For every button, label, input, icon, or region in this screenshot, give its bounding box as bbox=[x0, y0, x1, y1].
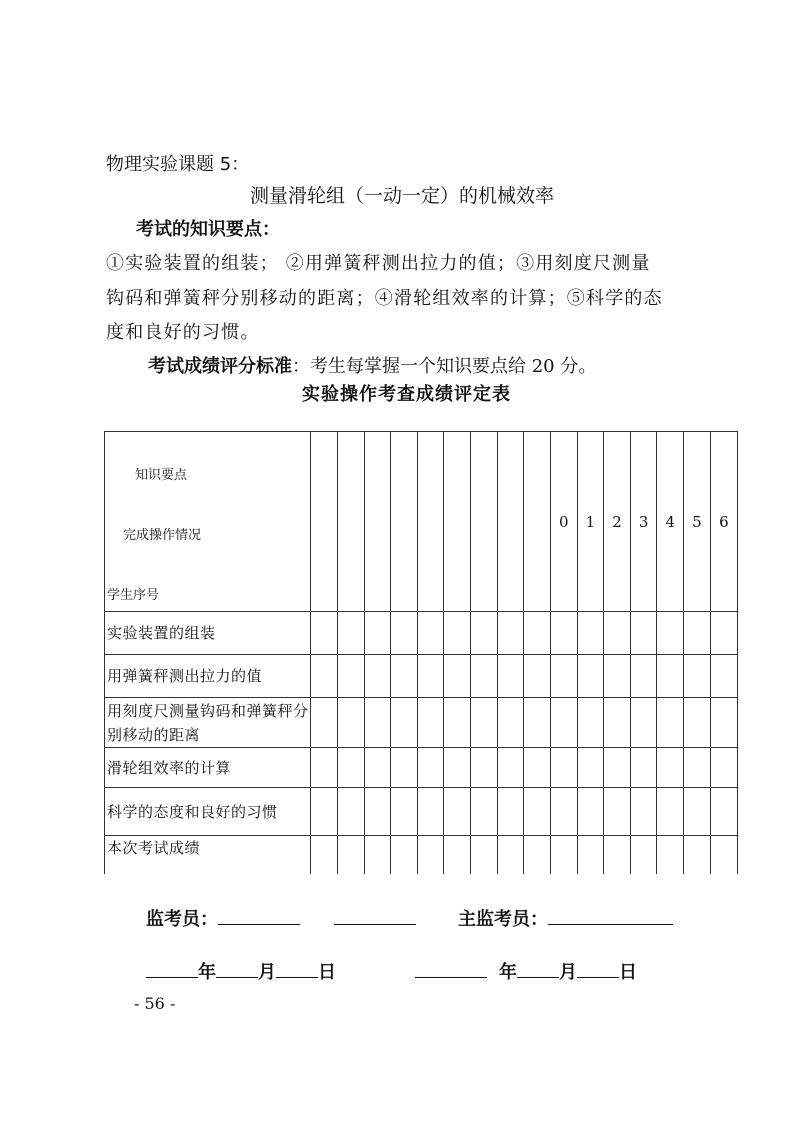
empty-cell bbox=[337, 432, 364, 612]
table-row bbox=[105, 698, 738, 748]
scoring-standard bbox=[148, 352, 596, 378]
header-student-label: 学生序号 bbox=[107, 588, 160, 603]
invigilator-label: 监考员： bbox=[146, 909, 218, 930]
chief-invigilator-label: 主监考员： bbox=[458, 909, 548, 930]
student-number: 6 bbox=[710, 432, 737, 612]
invigilator-line-2 bbox=[334, 906, 416, 925]
row-label: 实验装置的组装 bbox=[105, 612, 311, 655]
student-number: 5 bbox=[684, 432, 711, 612]
empty-cell bbox=[417, 432, 444, 612]
student-number: 0 bbox=[550, 432, 577, 612]
score-table bbox=[104, 431, 738, 874]
student-number: 3 bbox=[630, 432, 657, 612]
header-knowledge-label: 知识要点 bbox=[135, 468, 188, 483]
row-label: 本次考试成绩 bbox=[105, 836, 311, 874]
knowledge-points-line-3: 度和良好的习惯。 bbox=[106, 322, 260, 343]
chief-invigilator-line bbox=[548, 906, 673, 925]
page-title: 物理实验课题 5： bbox=[106, 154, 250, 175]
empty-cell bbox=[444, 432, 471, 612]
empty-cell bbox=[497, 432, 524, 612]
table-header-row bbox=[105, 432, 738, 612]
knowledge-heading: 考试的知识要点： bbox=[136, 219, 280, 240]
student-number: 4 bbox=[657, 432, 684, 612]
scoring-standard-text: ：考生每掌握一个知识要点给 20 分。 bbox=[292, 356, 597, 377]
row-label: 用弹簧秤测出拉力的值 bbox=[105, 655, 311, 698]
table-row bbox=[105, 788, 738, 836]
table-row bbox=[105, 655, 738, 698]
invigilator-signature bbox=[146, 905, 416, 931]
empty-cell bbox=[364, 432, 391, 612]
header-operation-label: 完成操作情况 bbox=[123, 528, 202, 543]
table-row bbox=[105, 748, 738, 788]
scoring-standard-label: 考试成绩评分标准 bbox=[148, 356, 292, 377]
student-number: 2 bbox=[604, 432, 631, 612]
date-line-left: 年 月 日 bbox=[146, 958, 336, 984]
invigilator-line-1 bbox=[218, 906, 300, 925]
empty-cell bbox=[524, 432, 551, 612]
row-label: 滑轮组效率的计算 bbox=[105, 748, 311, 788]
table-row bbox=[105, 612, 738, 655]
empty-cell bbox=[391, 432, 418, 612]
page-number: - 56 - bbox=[134, 994, 176, 1013]
student-number: 1 bbox=[577, 432, 604, 612]
experiment-subtitle: 测量滑轮组（一动一定）的机械效率 bbox=[250, 185, 555, 207]
row-label: 用刻度尺测量钩码和弹簧秤分别移动的距离 bbox=[105, 698, 311, 748]
table-row bbox=[105, 836, 738, 874]
knowledge-points-line-2: 钩码和弹簧秤分别移动的距离；④滑轮组效率的计算；⑤科学的态 bbox=[106, 288, 663, 309]
table-title: 实验操作考查成绩评定表 bbox=[302, 384, 511, 405]
header-diagonal-cell bbox=[105, 432, 311, 612]
knowledge-points-line-1: ①实验装置的组装； ②用弹簧秤测出拉力的值；③用刻度尺测量 bbox=[106, 253, 651, 274]
chief-invigilator-signature bbox=[458, 905, 673, 931]
row-label: 科学的态度和良好的习惯 bbox=[105, 788, 311, 836]
empty-cell bbox=[311, 432, 338, 612]
date-line-right: 年 月 日 bbox=[415, 958, 637, 984]
empty-cell bbox=[471, 432, 498, 612]
